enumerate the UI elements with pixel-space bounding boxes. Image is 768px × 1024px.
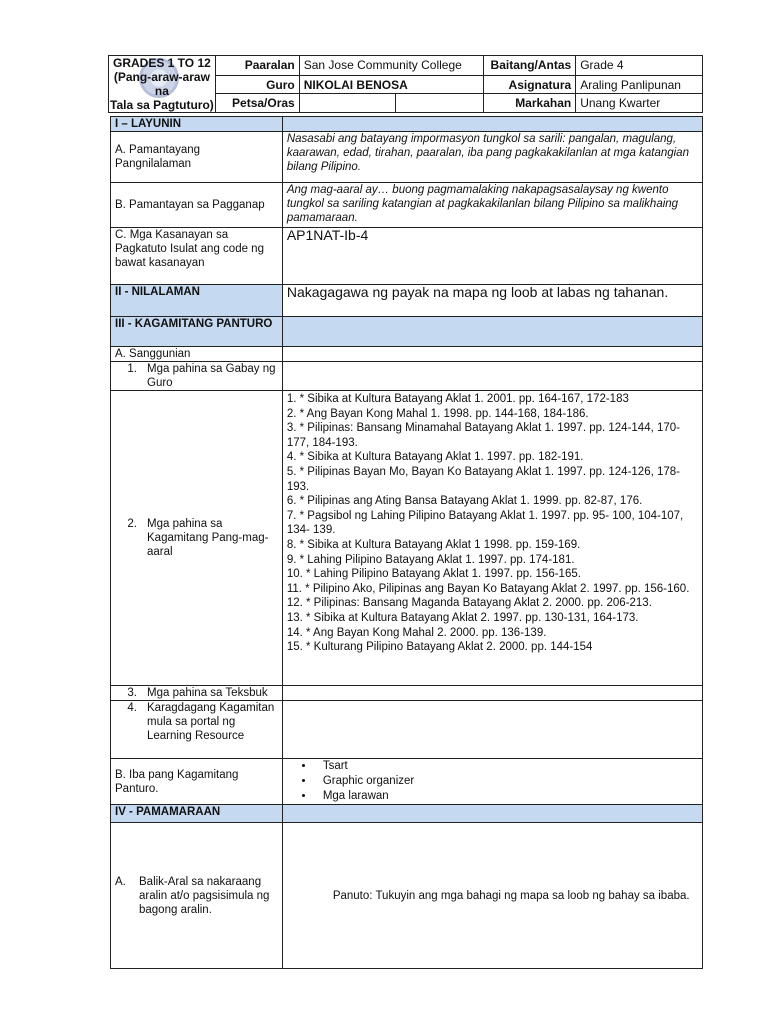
section-pamamaraan-blank — [282, 805, 702, 823]
reference-item: 4. * Sibika at Kultura Batayang Aklat 1. 1997. pp. 182-191. — [286, 451, 584, 464]
reference-item: 8. * Sibika at Kultura Batayang Aklat 1 1998. pp. 159-169. — [286, 538, 581, 551]
label-petsa: Petsa/Oras — [215, 94, 299, 113]
reference-item: 9. * Lahing Pilipino Batayang Aklat 1. 1997. pp. 174-181. — [286, 553, 575, 566]
item-karagdagang-kagamitan — [111, 701, 283, 759]
value-baitang: Grade 4 — [576, 56, 703, 76]
section-nilalaman: II - NILALAMAN — [111, 285, 283, 317]
section-pamamaraan: IV - PAMAMARAAN — [111, 805, 283, 823]
iba-pang-kagamitan-list — [282, 759, 702, 805]
label-paaralan: Paaralan — [215, 56, 299, 76]
value-karagdagang-kagamitan — [282, 701, 702, 759]
reference-item: 3. * Pilipinas: Bansang Minamahal Batayang Aklat 1. 1997. pp. 124-144, 170-177, 184-193. — [286, 422, 681, 449]
section-layunin-blank — [282, 117, 702, 132]
item-teksbuk — [111, 686, 283, 701]
references-list — [282, 391, 702, 686]
value-kasanayan-code: AP1NAT-Ib-4 — [282, 228, 702, 285]
reference-item: 15. * Kulturang Pilipino Batayang Aklat 2. 2000. pp. 144-154 — [286, 641, 593, 654]
reference-item: 12. * Pilipinas: Bansang Maganda Batayang Aklat 2. 2000. pp. 206-213. — [286, 597, 652, 610]
reference-item: 5. * Pilipinas Bayan Mo, Bayan Ko Batayang Aklat 1. 1997. pp. 124-126, 178-193. — [286, 465, 681, 493]
item-gabay-guro — [111, 362, 283, 391]
item-4-num: 4. — [127, 702, 137, 714]
value-markahan: Unang Kwarter — [576, 94, 703, 113]
item-1-num: 1. — [127, 363, 137, 375]
header-table — [108, 55, 703, 113]
list-item: • Mga larawan — [315, 789, 698, 804]
list-item: • Tsart — [315, 759, 698, 774]
value-pamantayang-pangnilalaman: Nasasabi ang batayang impormasyon tungkol sa sarili: pangalan, magulang, kaarawan, edad, tirahan, paaralan, iba pang pagkakakilanlan at mga katangian bilang Pilipino. — [282, 132, 702, 183]
value-guro: NIKOLAI BENOSA — [299, 75, 484, 94]
item-2-num: 2. — [127, 518, 137, 530]
value-petsa — [299, 94, 396, 113]
label-asignatura: Asignatura — [484, 75, 576, 94]
value-teksbuk — [282, 686, 702, 701]
label-pamantayan-pagganap: B. Pamantayan sa Pagganap — [111, 183, 283, 228]
reference-item: 6. * Pilipinas ang Ating Bansa Batayang Aklat 1. 1999. pp. 82-87, 176. — [286, 495, 643, 508]
item-kagamitang-mag-aaral — [111, 391, 283, 686]
item-3-num: 3. — [127, 687, 137, 699]
section-kagamitan: III - KAGAMITANG PANTURO — [111, 317, 283, 347]
label-baitang: Baitang/Antas — [484, 56, 576, 76]
logo-line-2: (Pang-araw-araw na — [113, 70, 210, 98]
item-a-label: Balik-Aral sa nakaraang aralin at/o pagsisimula ng bagong aralin. — [139, 875, 270, 916]
value-sanggunian — [282, 347, 702, 362]
value-nilalaman: Nakagagawa ng payak na mapa ng loob at labas ng tahanan. — [282, 285, 702, 317]
item-4-label: Karagdagang Kagamitan mula sa portal ng Learning Resource — [147, 702, 275, 742]
logo-line-1: GRADES 1 TO 12 — [112, 56, 211, 70]
label-pamantayang-pangnilalaman: A. Pamantayang Pangnilalaman — [111, 132, 283, 183]
item-balik-aral — [111, 823, 283, 969]
label-markahan: Markahan — [484, 94, 576, 113]
value-pamantayan-pagganap: Ang mag-aaral ay… buong pagmamalaking nakapagsasalaysay ng kwento tungkol sa sariling katangian at pagkakakilanlan bilang Pilipino sa malikhaing pamamaraan. — [282, 183, 702, 228]
value-asignatura: Araling Panlipunan — [576, 75, 703, 94]
item-a-num: A. — [115, 875, 126, 888]
lesson-plan-table — [110, 116, 703, 969]
reference-item: 1. * Sibika at Kultura Batayang Aklat 1. 2001. pp. 164-167, 172-183 — [286, 393, 629, 405]
reference-item: 10. * Lahing Pilipino Batayang Aklat 1. 1997. pp. 156-165. — [286, 568, 581, 581]
reference-item: 14. * Ang Bayan Kong Mahal 2. 2000. pp. 136-139. — [286, 626, 547, 639]
section-kagamitan-blank — [282, 317, 702, 347]
value-balik-aral: Panuto: Tukuyin ang mga bahagi ng mapa sa loob ng bahay sa ibaba. — [282, 823, 702, 969]
label-iba-pang-kagamitan: B. Iba pang Kagamitang Panturo. — [111, 759, 283, 805]
reference-item: 2. * Ang Bayan Kong Mahal 1. 1998. pp. 144-168, 184-186. — [286, 407, 589, 420]
reference-item: 7. * Pagsibol ng Lahing Pilipino Batayang Aklat 1. 1997. pp. 95- 100, 104-107, 134- 139. — [286, 509, 684, 537]
item-1-label: Mga pahina sa Gabay ng Guro — [147, 363, 276, 389]
list-item: • Graphic organizer — [315, 774, 698, 789]
label-kasanayan: C. Mga Kasanayan sa Pagkatuto Isulat ang code ng bawat kasanayan — [111, 228, 283, 285]
reference-item: 11. * Pilipino Ako, Pilipinas ang Bayan Ko Batayang Aklat 2. 1997. pp. 156-160. — [286, 582, 690, 595]
value-paaralan: San Jose Community College — [299, 56, 484, 76]
label-guro: Guro — [215, 75, 299, 94]
logo-line-3: Tala sa Pagtuturo) — [110, 98, 214, 112]
reference-item: 13. * Sibika at Kultura Batayang Aklat 2. 1997. pp. 130-131, 164-173. — [286, 611, 639, 624]
deped-logo — [109, 56, 216, 113]
value-gabay-guro — [282, 362, 702, 391]
value-petsa-2 — [396, 94, 484, 113]
item-3-label: Mga pahina sa Teksbuk — [147, 687, 268, 699]
item-2-label: Mga pahina sa Kagamitang Pang-mag-aaral — [147, 518, 269, 558]
label-sanggunian: A. Sanggunian — [111, 347, 283, 362]
section-layunin: I – LAYUNIN — [111, 117, 283, 132]
